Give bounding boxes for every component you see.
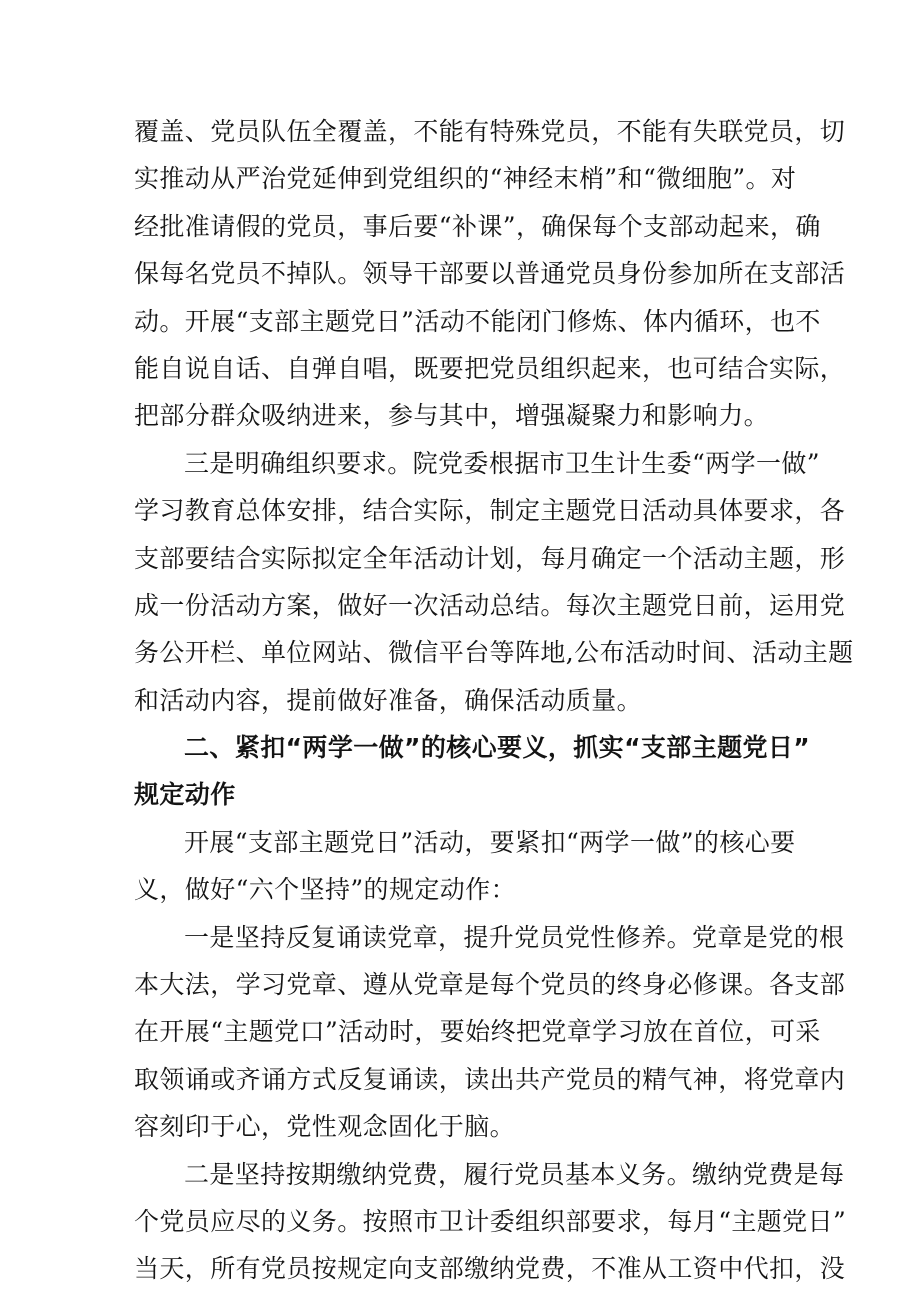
paragraph-2 — [134, 440, 854, 724]
paragraph-4 — [134, 914, 846, 1151]
text-line: 把部分群众吸纳进来，参与其中，增强凝聚力和影响力。 — [134, 401, 770, 431]
text-line: 实推动从严治党延伸到党组织的“神经末梢”和“微细胞”。对 — [134, 164, 797, 194]
text-line: 个党员应尽的义务。按照市卫计委组织部要求，每月“主题党日” — [134, 1206, 847, 1236]
text-line: 经批准请假的党员，事后要“补课”，确保每个支部动起来，确 — [134, 211, 821, 241]
text-line: 二是坚持按期缴纳党费，履行党员基本义务。缴纳党费是每 — [184, 1159, 845, 1189]
paragraph-1 — [134, 108, 846, 440]
text-line: 支部要结合实际拟定全年活动计划，每月确定一个活动主题，形 — [134, 543, 846, 573]
text-line: 在开展“主题党口”活动时，要始终把党章学习放在首位，可采 — [134, 1017, 821, 1047]
text-line: 一是坚持反复诵读党章，提升党员党性修养。党章是党的根 — [184, 922, 845, 952]
text-line: 务公开栏、单位网站、微信平台等阵地,公布活动时间、活动主题 — [134, 638, 854, 668]
text-line: 能自说自话、自弹自唱，既要把党员组织起来，也可结合实际， — [134, 353, 846, 383]
text-line: 覆盖、党员队伍全覆盖，不能有特殊党员，不能有失联党员，切 — [134, 117, 846, 146]
heading-line: 规定动作 — [134, 780, 236, 810]
text-line: 取领诵或齐诵方式反复诵读，读出共产党员的精气神，将党章内 — [134, 1064, 846, 1094]
text-line: 动。开展“支部主题党日”活动不能闭门修炼、体内循环，也不 — [134, 306, 821, 336]
text-line: 容刻印于心，党性观念固化于脑。 — [134, 1112, 516, 1142]
text-line: 学习教育总体安排，结合实际，制定主题党日活动具体要求，各 — [134, 496, 846, 526]
text-line: 成一份活动方案，做好一次活动总结。每次主题党日前，运用党 — [134, 590, 846, 620]
text-line: 义，做好“六个坚持”的规定动作： — [134, 875, 516, 905]
section-heading — [134, 724, 811, 819]
document-body — [134, 108, 854, 1293]
paragraph-5 — [134, 1151, 847, 1293]
heading-line: 二、紧扣“两学一做”的核心要义，抓实“支部主题党日” — [184, 733, 811, 763]
text-line: 开展“支部主题党日”活动，要紧扣“两学一做”的核心要 — [184, 827, 796, 857]
text-line: 保每名党员不掉队。领导干部要以普通党员身份参加所在支部活 — [134, 259, 846, 289]
text-line: 三是明确组织要求。院党委根据市卫生计生委“两学一做” — [184, 448, 820, 478]
text-line: 当天，所有党员按规定向支部缴纳党费，不准从工资中代扣，没 — [134, 1254, 846, 1284]
paragraph-3 — [134, 819, 794, 914]
text-line: 和活动内容，提前做好准备，确保活动质量。 — [134, 685, 643, 715]
text-line: 本大法，学习党章、遵从党章是每个党员的终身必修课。各支部 — [134, 970, 846, 1000]
